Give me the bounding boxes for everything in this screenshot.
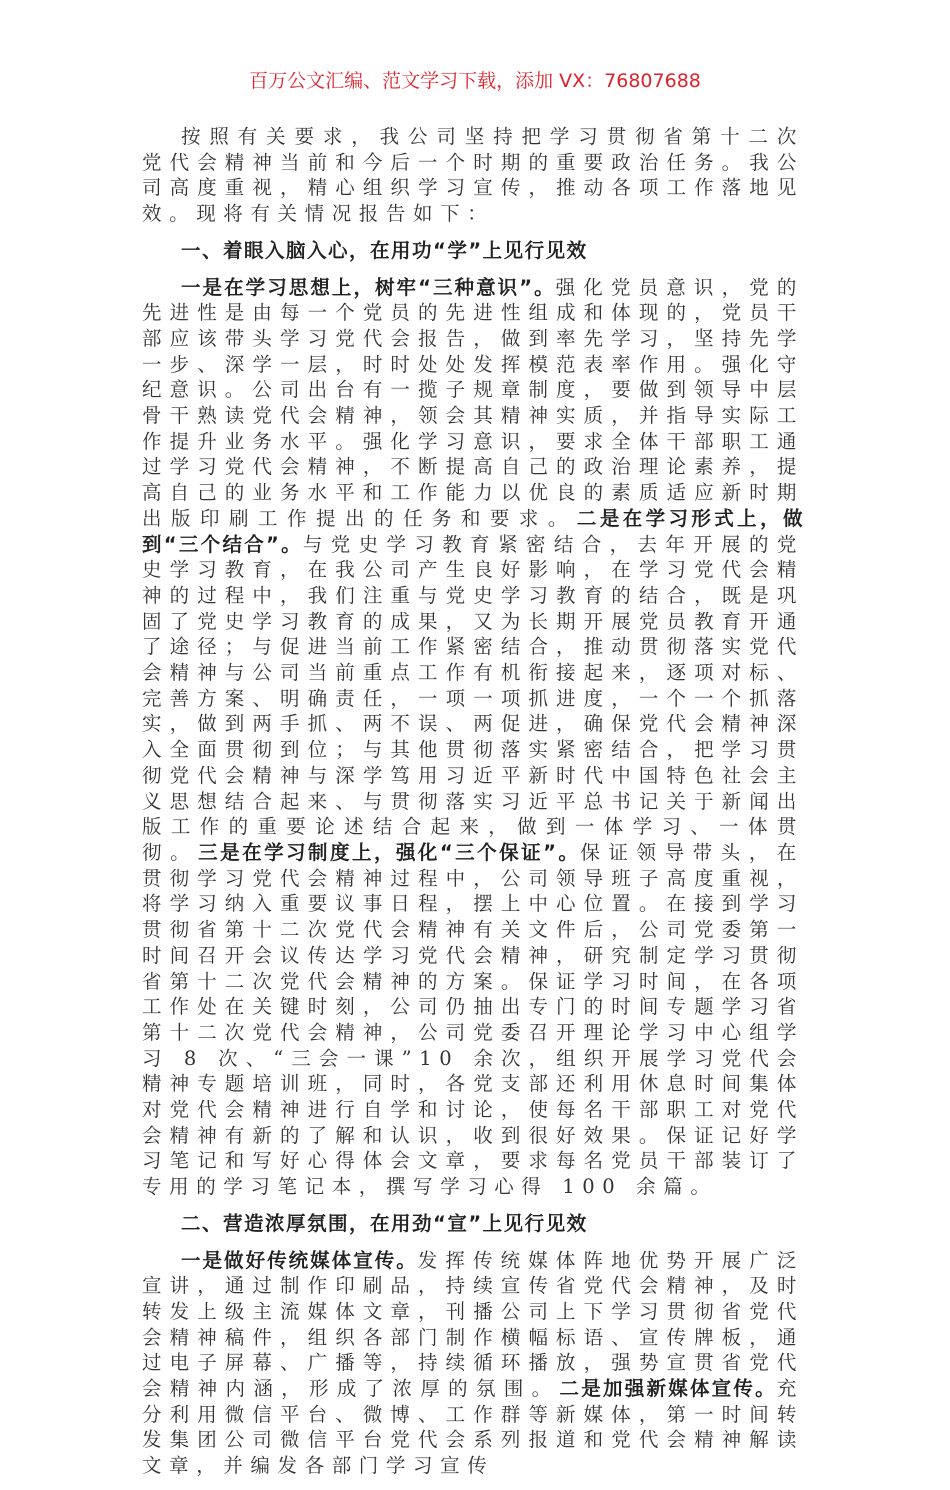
- section-2-heading: 二、营造浓厚氛围，在用劲“宣”上见行见效: [181, 1211, 588, 1235]
- watermark-banner: 百万公文汇编、范文学习下载，添加 VX：76807688: [249, 70, 701, 92]
- section-1-point-2-lead: 二是在学习形式上，做到“三个结合”。: [142, 506, 804, 556]
- section-1-paragraph: [142, 275, 804, 1200]
- section-1-point-2-text: 与党史学习教育紧密结合，去年开展的党史学习教育，在我公司产生良好影响，在学习党代会精神的过程中，我们注重与党史学习教育的结合，既是巩固了党史学习教育的成果，又为长期开展党员教育开通了途径；与促进当前工作紧密结合，推动贯彻落实党代会精神与公司当前重点工作有机衔接起来，逐项对标、完善方案、明确责任，一项一项抓进度，一个一个抓落实，做到两手抓、两不误、两促进，确保党代会精神深入全面贯彻到位；与其他贯彻落实紧密结合，把学习贯彻党代会精神与深学笃用习近平新时代中国特色社会主义思想结合起来、与贯彻落实习近平总书记关于新闻出版工作的重要论述结合起来，做到一体学习、一体贯彻。: [142, 532, 804, 864]
- section-1-point-3-text: 保证领导带头，在贯彻学习党代会精神过程中，公司领导班子高度重视，将学习纳入重要议事日程，摆上中心位置。在接到学习贯彻省第十二次党代会精神有关文件后，公司党委第一时间召开会议传达学习党代会精神，研究制定学习贯彻省第十二次党代会精神的方案。保证学习时间，在各项工作处在关键时刻，公司仍抽出专门的时间专题学习省第十二次党代会精神，公司党委召开理论学习中心组学习 8 次、“三会一课”10 余次，组织开展学习党代会精神专题培训班，同时，各党支部还利用休息时间集体对党代会精神进行自学和讨论，使每名干部职工对党代会精神有新的了解和认识，收到很好效果。保证记好学习笔记和写好心得体会文章，要求每名党员干部装订了专用的学习笔记本，撰写学习心得 100 余篇。: [142, 840, 804, 1199]
- section-2-paragraph: [142, 1248, 804, 1479]
- section-2-point-1-lead: 一是做好传统媒体宣传。: [181, 1248, 418, 1272]
- section-2-point-1-text: 发挥传统媒体阵地优势开展广泛宣讲，通过制作印刷品，持续宣传省党代会精神，及时转发上级主流媒体文章，刊播公司上下学习贯彻省党代会精神稿件，组织各部门制作横幅标语、宣传牌板，通过电子屏幕、广播等，持续循环播放，强势宣贯省党代会精神内涵，形成了浓厚的氛围。: [142, 1248, 804, 1401]
- section-1-point-1-text: 强化党员意识，党的先进性是由每一个党员的先进性组成和体现的，党员干部应该带头学习党代会报告，做到率先学习，坚持先学一步、深学一层，时时处处发挥模范表率作用。强化守纪意识。公司出台有一揽子规章制度，要做到领导中层骨干熟读党代会精神，领会其精神实质，并指导实际工作提升业务水平。强化学习意识，要求全体干部职工通过学习党代会精神，不断提高自己的政治理论素养，提高自己的业务水平和工作能力以优良的素质适应新时期出版印刷工作提出的任务和要求。: [142, 275, 804, 530]
- intro-paragraph: 按照有关要求，我公司坚持把学习贯彻省第十二次党代会精神当前和今后一个时期的重要政治任务。我公司高度重视，精心组织学习宣传，推动各项工作落地见效。现将有关情况报告如下：: [142, 125, 804, 226]
- section-1-point-3-lead: 三是在学习制度上，强化“三个保证”。: [198, 840, 581, 864]
- section-2-point-2-text: 充分利用微信平台、微博、工作群等新媒体，第一时间转发集团公司微信平台党代会系列报道和党代会精神解读文章，并编发各部门学习宣传: [142, 1377, 804, 1478]
- section-1-point-1-lead: 一是在学习思想上，树牢“三种意识”。: [181, 275, 556, 299]
- section-1-heading: 一、着眼入脑入心，在用功“学”上见行见效: [181, 238, 588, 262]
- section-2-point-2-lead: 二是加强新媒体宣传。: [559, 1377, 777, 1401]
- document-body: [142, 124, 804, 1490]
